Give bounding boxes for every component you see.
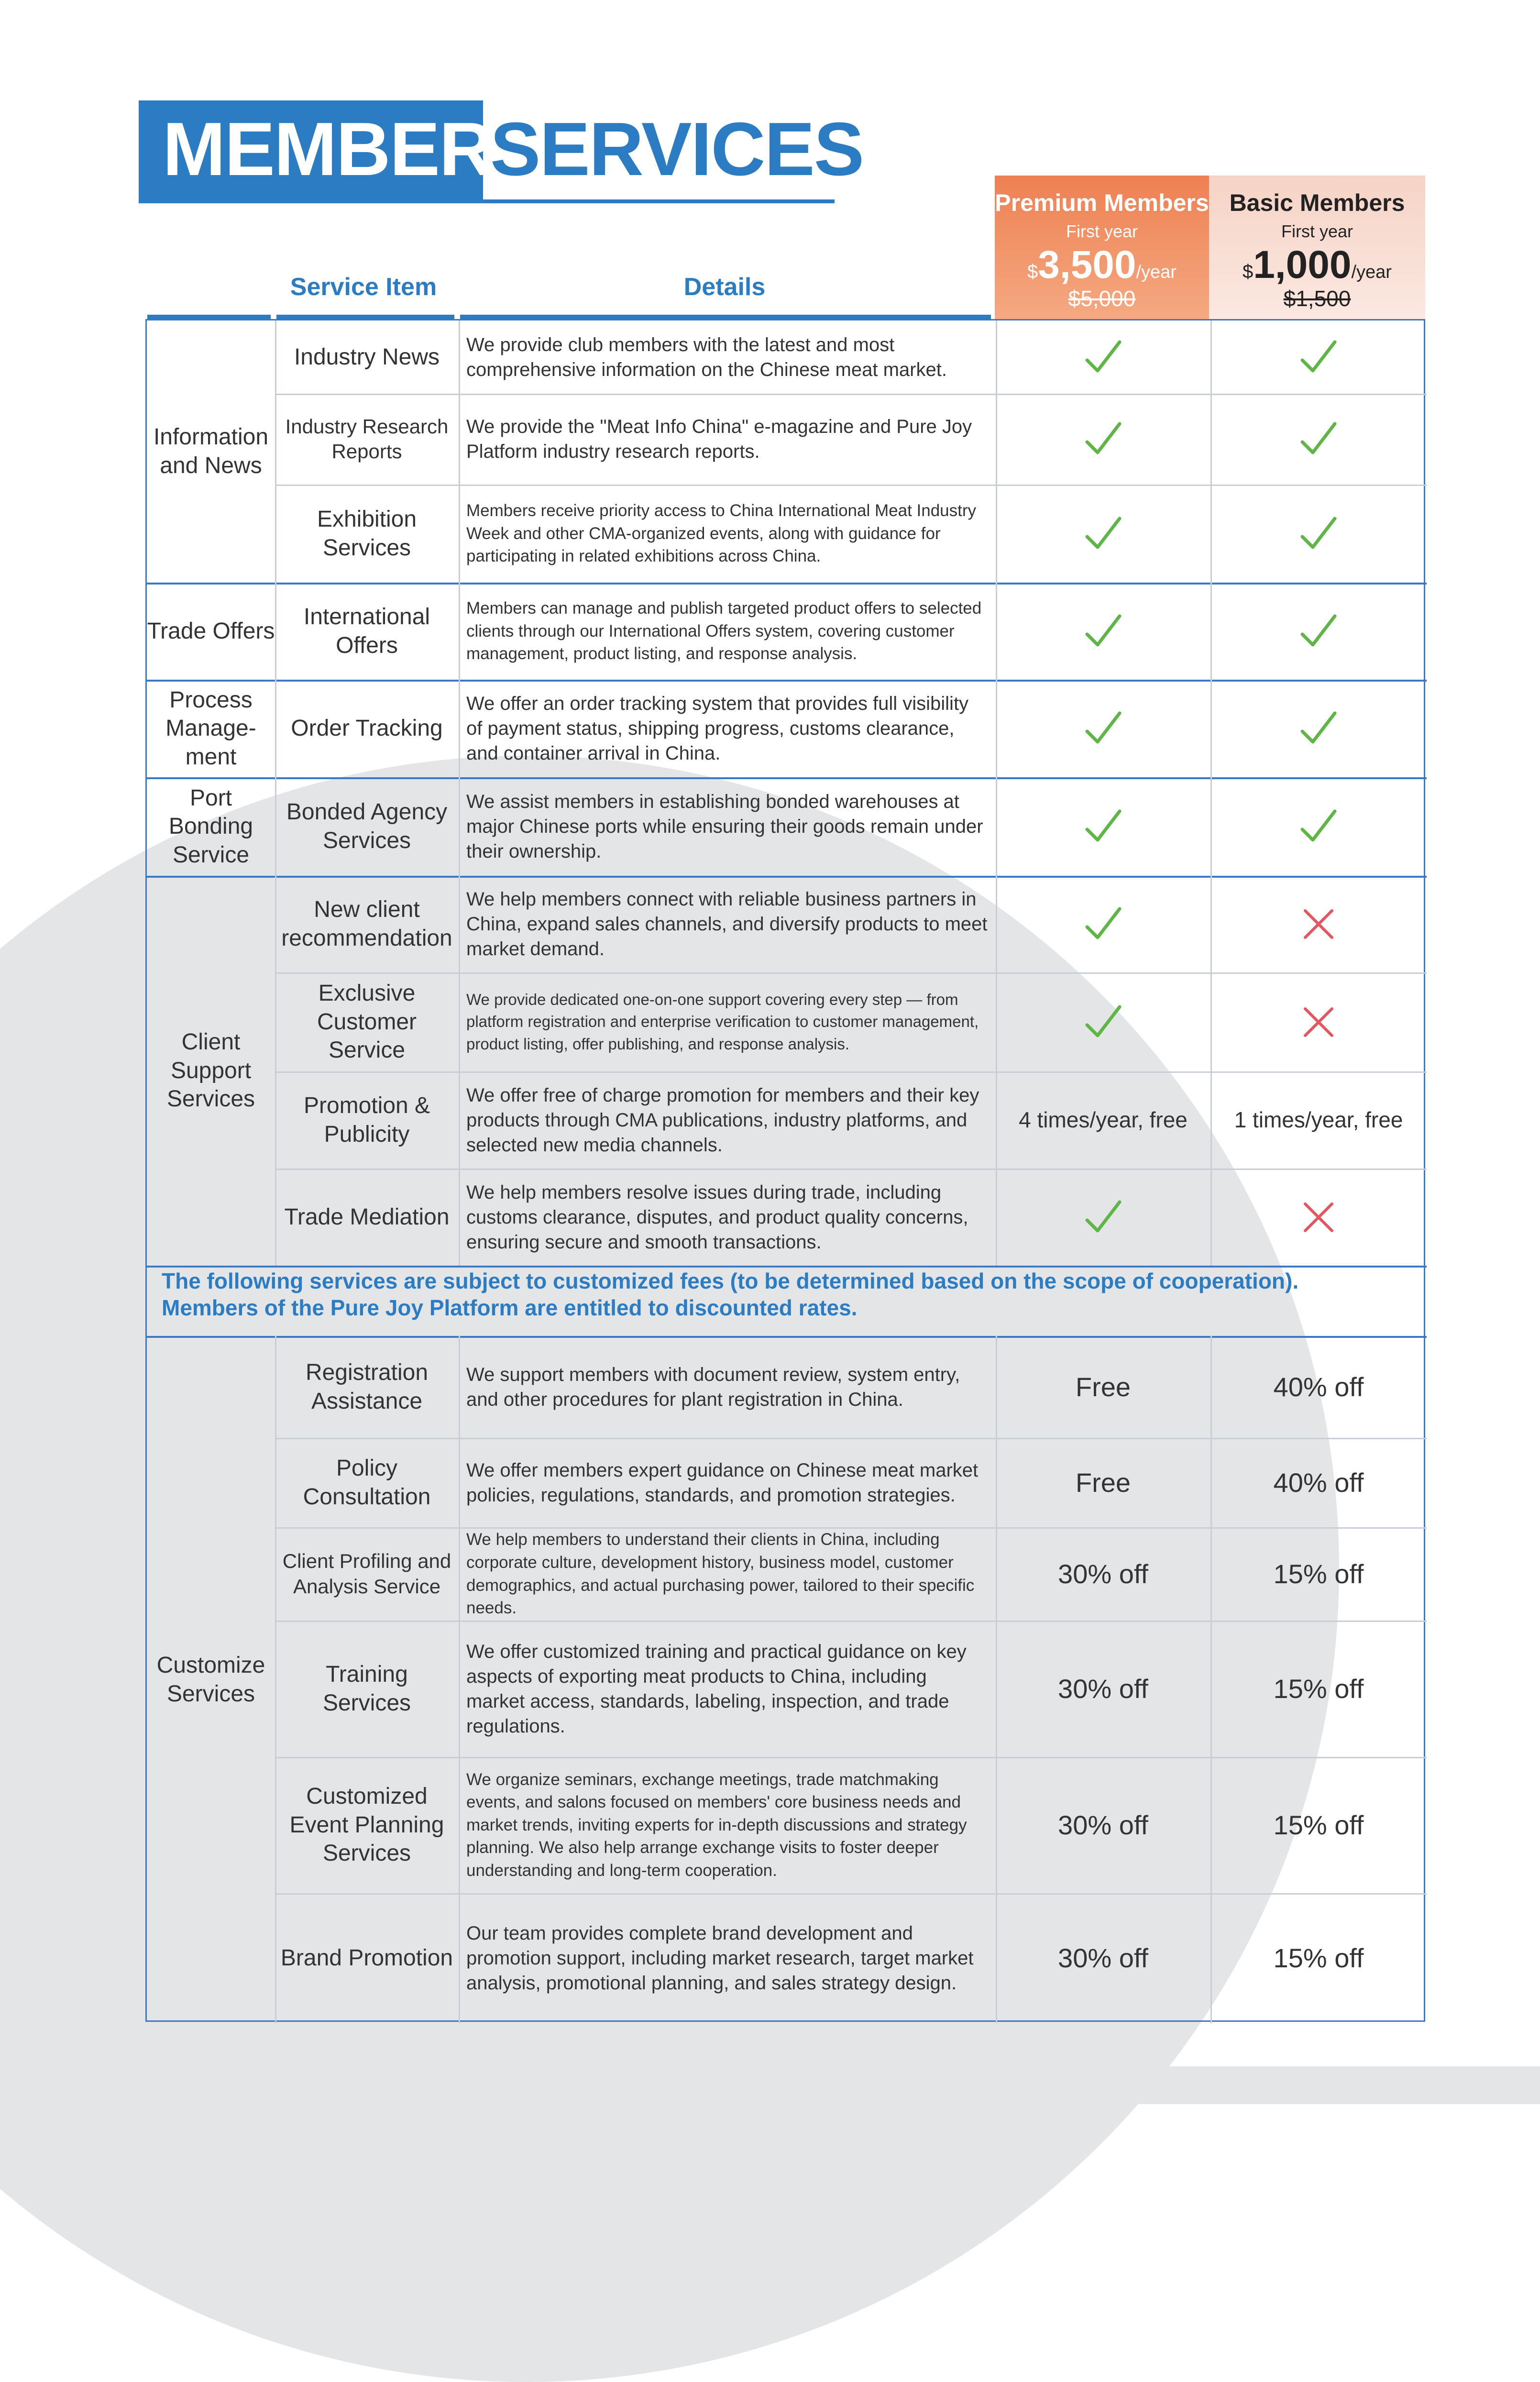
customized-fees-notice: [162, 1268, 1405, 1321]
service-details: We provide dedicated one-on-one support covering every step — from platform registration and enterprise verification to customer management, product listing, offer publishing, and response analysis.: [466, 991, 979, 1053]
basic-fee: 15% off: [1273, 1809, 1364, 1840]
service-details: We help members to understand their clients in China, including corporate culture, development history, business model, customer demographics, and actual purchasing power, tailored to their specific needs.: [466, 1530, 975, 1618]
premium-included-cell: [996, 972, 1210, 1071]
background-band: [0, 2066, 1540, 2104]
service-details: We help members resolve issues during trade, including customs clearance, disputes, and product quality concerns, ensuring secure and smooth transactions.: [466, 1181, 968, 1253]
premium-fee: 30% off: [1058, 1673, 1148, 1704]
premium-value: 4 times/year, free: [1019, 1107, 1188, 1133]
column-divider: [275, 320, 276, 1266]
premium-first-year: First year: [1066, 221, 1138, 241]
basic-fee: 15% off: [1273, 1558, 1364, 1589]
basic-included-cell: [1210, 320, 1427, 394]
category-cell: Information and News: [153, 424, 269, 478]
group-divider: [147, 1336, 1427, 1338]
premium-included-cell: [996, 1169, 1210, 1266]
header-service-item: Service Item: [290, 273, 437, 301]
service-item: Exclusive Customer Service: [317, 981, 417, 1063]
row-divider: [275, 1757, 1427, 1758]
service-item: Bonded Agency Services: [286, 799, 448, 853]
service-details: We offer an order tracking system that provides full visibility of payment status, shipping progress, customs clearance, and container arrival in China.: [466, 693, 969, 764]
basic-fee: 40% off: [1273, 1467, 1364, 1498]
header-rule: [147, 315, 271, 319]
check-icon: [1298, 419, 1339, 459]
basic-name: Basic Members: [1229, 189, 1405, 216]
notice-line-2: Members of the Pure Joy Platform are entitled to discounted rates.: [162, 1295, 858, 1321]
check-icon: [1083, 806, 1123, 847]
service-details: Members receive priority access to China International Meat Industry Week and other CMA-organized events, along with guidance for participating in related exhibitions across China.: [466, 501, 977, 566]
column-divider: [275, 1336, 276, 2023]
service-details: We offer customized training and practical guidance on key aspects of exporting meat products to China, including market access, standards, labeling, inspection, and trade regulations.: [466, 1641, 967, 1737]
row-divider: [275, 1071, 1427, 1073]
row-divider: [275, 394, 1427, 395]
basic-price: [1209, 243, 1425, 287]
group-divider: [147, 680, 1427, 682]
check-icon: [1083, 904, 1123, 944]
basic-value: 1 times/year, free: [1234, 1107, 1403, 1133]
basic-included-cell: [1210, 583, 1427, 680]
row-divider: [275, 1438, 1427, 1439]
category-cell: Client Support Services: [166, 1029, 255, 1112]
basic-plan-header: [1209, 176, 1425, 319]
check-icon: [1083, 1197, 1123, 1237]
basic-original-price: $1,500: [1283, 286, 1351, 311]
category-cell: Customize Services: [156, 1652, 265, 1707]
premium-price: [995, 243, 1209, 287]
service-item: Customized Event Planning Services: [289, 1784, 444, 1866]
premium-unit: /year: [1136, 262, 1177, 282]
category-cell: Port Bonding Service: [168, 785, 253, 868]
row-divider: [275, 1893, 1427, 1895]
service-details: We support members with document review, system entry, and other procedures for plant registration in China.: [466, 1364, 960, 1410]
notice-line-1: The following services are subject to customized fees (to be determined based on the scope of cooperation).: [162, 1268, 1299, 1293]
service-item: Policy Consultation: [303, 1455, 431, 1510]
basic-not-included-cell: [1210, 1169, 1427, 1266]
premium-included-cell: [996, 394, 1210, 485]
check-icon: [1083, 514, 1123, 554]
check-icon: [1298, 806, 1339, 847]
service-item: Registration Assistance: [305, 1359, 429, 1414]
premium-included-cell: [996, 876, 1210, 972]
basic-included-cell: [1210, 485, 1427, 583]
title-box: [139, 100, 493, 203]
check-icon: [1083, 708, 1123, 749]
check-icon: [1298, 611, 1339, 651]
basic-first-year: First year: [1281, 221, 1353, 241]
premium-included-cell: [996, 680, 1210, 777]
group-divider: [147, 876, 1427, 878]
title-part1: MEMBER: [163, 107, 493, 191]
service-details: We provide club members with the latest and most comprehensive information on the Chinese meat market.: [466, 334, 947, 380]
service-details: We offer members expert guidance on Chinese meat market policies, regulations, standards, and promotion strategies.: [466, 1459, 979, 1506]
column-divider: [459, 320, 460, 1266]
check-icon: [1083, 1002, 1123, 1042]
basic-fee: 15% off: [1273, 1673, 1364, 1704]
service-item: Trade Mediation: [284, 1204, 450, 1230]
basic-amount: 1,000: [1253, 243, 1352, 287]
header-details: Details: [683, 273, 766, 301]
service-details: We offer free of charge promotion for members and their key products through CMA publications, industry platforms, and selected new media channels.: [466, 1084, 979, 1156]
basic-currency: $: [1243, 261, 1254, 282]
column-divider: [1210, 1336, 1212, 2023]
basic-unit: /year: [1351, 262, 1392, 282]
check-icon: [1083, 611, 1123, 651]
check-icon: [1083, 337, 1123, 377]
service-item: Brand Promotion: [280, 1945, 453, 1971]
premium-fee: 30% off: [1058, 1943, 1148, 1974]
row-divider: [275, 972, 1427, 974]
service-item: Order Tracking: [291, 716, 443, 741]
basic-not-included-cell: [1210, 876, 1427, 972]
premium-plan-header: [995, 176, 1209, 319]
service-details: We organize seminars, exchange meetings, trade matchmaking events, and salons focused on members' core business needs and market trends, inviting experts for in-depth discussions and strategy planning. We also help arrange exchange visits to foster deeper understanding and long-term cooperation.: [466, 1770, 967, 1880]
basic-not-included-cell: [1210, 972, 1427, 1071]
service-item: Training Services: [322, 1661, 411, 1716]
column-divider: [1210, 320, 1212, 1266]
basic-fee: 15% off: [1273, 1943, 1364, 1974]
cross-icon: [1301, 1200, 1336, 1235]
service-details: Members can manage and publish targeted product offers to selected clients through our International Offers system, covering customer management, product listing, and response analysis.: [466, 599, 982, 663]
service-item: Client Profiling and Analysis Service: [282, 1550, 451, 1598]
header-rule: [460, 315, 991, 319]
column-divider: [459, 1336, 460, 2023]
service-item: New client recommendation: [281, 897, 452, 951]
service-item: Promotion & Publicity: [303, 1092, 430, 1147]
premium-fee: 30% off: [1058, 1809, 1148, 1840]
group-divider: [147, 583, 1427, 584]
category-cell: Trade Offers: [147, 618, 275, 644]
premium-included-cell: [996, 777, 1210, 876]
check-icon: [1083, 419, 1123, 459]
premium-original-price: $5,000: [1068, 286, 1136, 311]
basic-included-cell: [1210, 777, 1427, 876]
premium-amount: 3,500: [1038, 243, 1136, 287]
header-rule: [276, 315, 454, 319]
basic-included-cell: [1210, 394, 1427, 485]
basic-included-cell: [1210, 680, 1427, 777]
service-item: Industry Research Reports: [285, 415, 449, 463]
check-icon: [1298, 514, 1339, 554]
premium-fee: Free: [1075, 1371, 1131, 1402]
row-divider: [275, 1527, 1427, 1529]
row-divider: [275, 1621, 1427, 1622]
premium-name: Premium Members: [995, 189, 1209, 216]
premium-included-cell: [996, 583, 1210, 680]
premium-included-cell: [996, 320, 1210, 394]
service-item: Exhibition Services: [317, 506, 417, 561]
title-underline: [483, 199, 835, 203]
service-item: International Offers: [303, 604, 430, 658]
premium-included-cell: [996, 485, 1210, 583]
group-divider: [147, 777, 1427, 779]
premium-fee: Free: [1075, 1467, 1131, 1498]
category-cell: Process Manage- ment: [165, 687, 256, 770]
service-details: Our team provides complete brand development and promotion support, including market research, target market analysis, promotional planning, and sales strategy design.: [466, 1923, 974, 1994]
premium-fee: 30% off: [1058, 1558, 1148, 1589]
service-details: We provide the "Meat Info China" e-magazine and Pure Joy Platform industry research reports.: [466, 416, 972, 462]
column-divider: [996, 1336, 997, 2023]
row-divider: [275, 1169, 1427, 1170]
service-item: Industry News: [294, 344, 440, 370]
service-details: We assist members in establishing bonded warehouses at major Chinese ports while ensuring their goods remain under their ownership.: [466, 791, 983, 862]
premium-currency: $: [1027, 261, 1038, 282]
title-part2: SERVICES: [490, 107, 864, 191]
service-details: We help members connect with reliable business partners in China, expand sales channels, and diversify products to meet market demand.: [466, 889, 988, 959]
column-divider: [996, 320, 997, 1266]
cross-icon: [1301, 907, 1336, 941]
services-table: [145, 319, 1425, 2022]
cross-icon: [1301, 1005, 1336, 1039]
check-icon: [1298, 337, 1339, 377]
basic-fee: 40% off: [1273, 1371, 1364, 1402]
row-divider: [275, 485, 1427, 486]
check-icon: [1298, 708, 1339, 749]
